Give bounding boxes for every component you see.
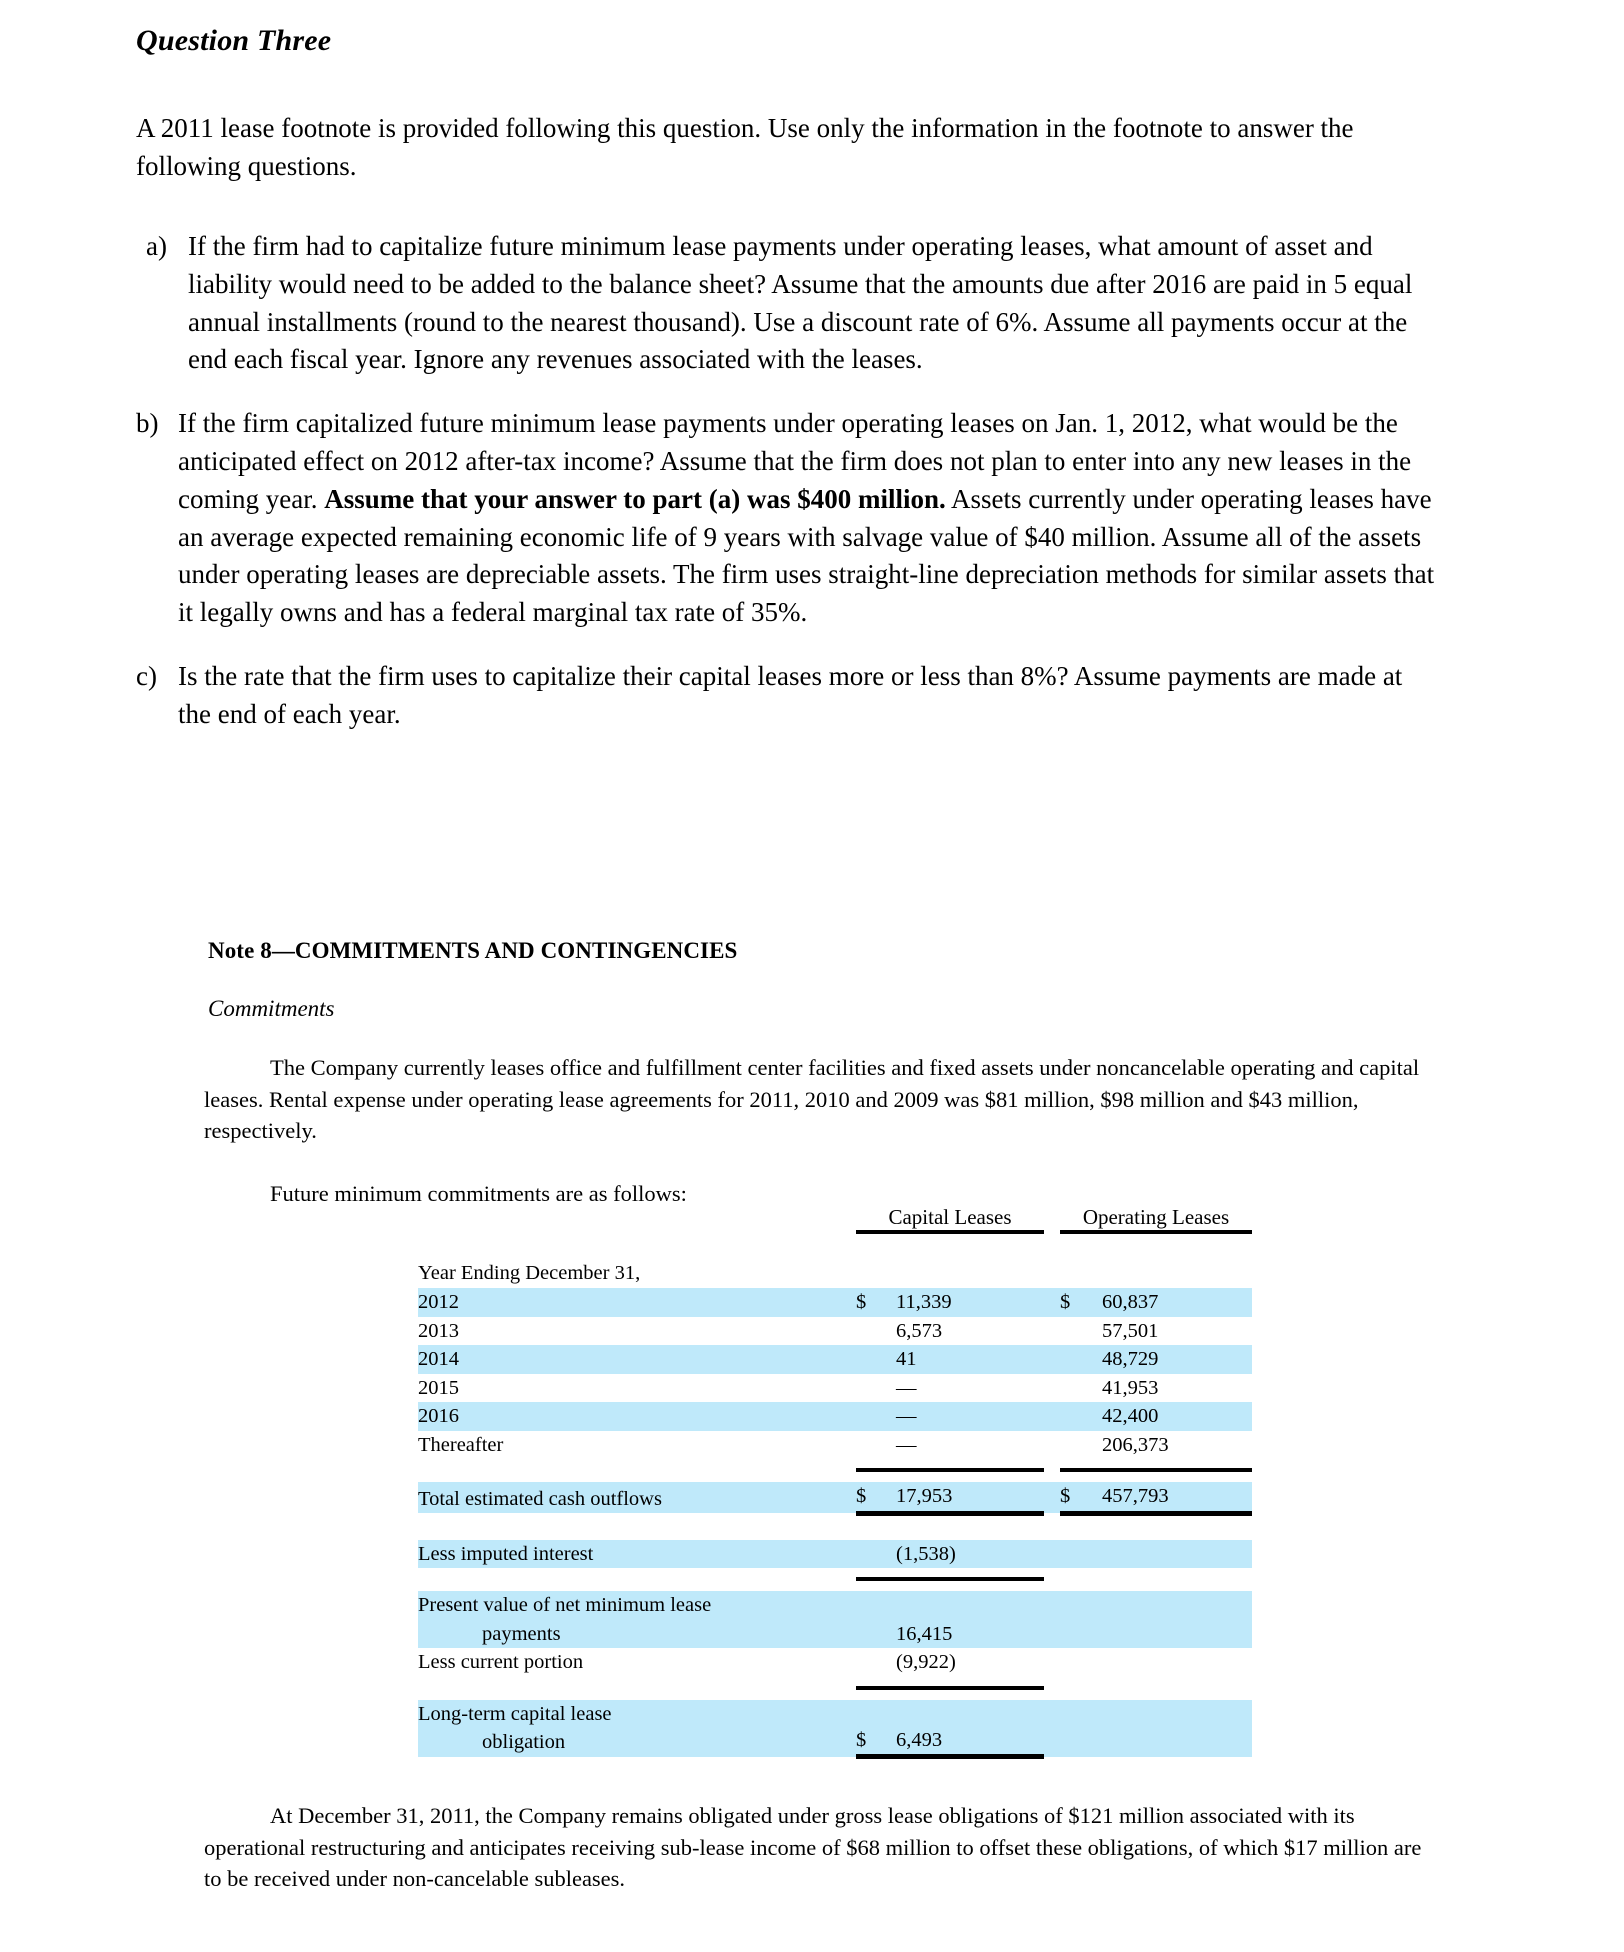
list-marker-b: b) bbox=[136, 408, 159, 439]
table-row-current-portion bbox=[418, 1648, 1252, 1677]
header-gap-2 bbox=[1044, 1205, 1060, 1232]
imputed-currency bbox=[856, 1540, 896, 1569]
longterm-label-line1: Long-term capital lease bbox=[418, 1702, 612, 1725]
rule-blank bbox=[418, 1470, 834, 1482]
current-currency bbox=[856, 1648, 896, 1677]
table-row-present-value bbox=[418, 1591, 1252, 1648]
pv-gap-1 bbox=[834, 1591, 856, 1648]
question-item-b-text bbox=[178, 405, 1436, 632]
rule-gap-2 bbox=[1044, 1688, 1060, 1700]
row-value-capital: — bbox=[896, 1433, 917, 1456]
row-currency-capital bbox=[856, 1374, 896, 1403]
row-value-operating: 60,837 bbox=[1102, 1288, 1252, 1317]
current-label: Less current portion bbox=[418, 1651, 584, 1673]
rule-capital-pv bbox=[856, 1579, 1044, 1591]
rule-operating-longterm-total-a bbox=[1060, 1757, 1102, 1770]
section-gap-2 bbox=[1044, 1258, 1060, 1288]
list-marker-c: c) bbox=[136, 660, 157, 691]
row-label: 2014 bbox=[418, 1345, 834, 1374]
row-gap-1 bbox=[834, 1431, 856, 1460]
row-label: 2012 bbox=[418, 1288, 834, 1317]
lease-commitments-table-wrapper bbox=[0, 1205, 1624, 1769]
total-value-capital: 17,953 bbox=[896, 1482, 1044, 1513]
row-value-operating: 42,400 bbox=[1102, 1402, 1252, 1431]
table-row bbox=[418, 1431, 1252, 1460]
lease-commitments-table bbox=[418, 1205, 1252, 1769]
total-gap-1 bbox=[834, 1482, 856, 1513]
row-gap-1 bbox=[834, 1374, 856, 1403]
longterm-currency: $ bbox=[856, 1700, 896, 1757]
question-item-c-text: Is the rate that the firm uses to capitalize their capital leases more or less than 8%? Assume payments are made at the end of each year. bbox=[178, 660, 1403, 729]
spacer-cell bbox=[1044, 1677, 1060, 1688]
rule-operating-subtotal bbox=[1060, 1470, 1252, 1482]
section-cur-2 bbox=[1060, 1258, 1102, 1288]
spacer-after-total bbox=[418, 1526, 1252, 1540]
row-gap-1 bbox=[834, 1288, 856, 1317]
spacer-cell bbox=[418, 1568, 834, 1579]
spacer-cell bbox=[834, 1459, 856, 1470]
question-item-c bbox=[136, 658, 1436, 734]
rule-operating-longterm-total-b bbox=[1102, 1757, 1252, 1770]
row-label: Thereafter bbox=[418, 1433, 504, 1456]
row-currency-capital bbox=[856, 1431, 896, 1460]
table-row bbox=[418, 1317, 1252, 1346]
closing-paragraph-text: At December 31, 2011, the Company remains obligated under gross lease obligations of $121 million associated with its operational restructuring and anticipates receiving sub-lease income of $68 million to offset these obligations, of which $17 million are to be received under non-cancelable subleases. bbox=[204, 1803, 1422, 1891]
row-currency-operating bbox=[1060, 1402, 1102, 1431]
longterm-gap-1 bbox=[834, 1700, 856, 1757]
note-subheading: Commitments bbox=[208, 996, 335, 1021]
longterm-label bbox=[418, 1700, 834, 1757]
question-list bbox=[136, 228, 1436, 760]
rule-gap-1 bbox=[834, 1470, 856, 1482]
table-header-row bbox=[418, 1205, 1252, 1232]
table-row bbox=[418, 1345, 1252, 1374]
spacer-cell bbox=[856, 1677, 896, 1688]
rule-operating-longterm-a bbox=[1060, 1688, 1102, 1700]
rule-gap-1 bbox=[834, 1579, 856, 1591]
longterm-value-operating bbox=[1102, 1700, 1252, 1757]
spacer-cell bbox=[896, 1568, 1044, 1579]
spacer-cell bbox=[1102, 1459, 1252, 1470]
rule-gap-1 bbox=[834, 1232, 856, 1244]
imputed-currency-2 bbox=[1060, 1540, 1102, 1569]
imputed-label: Less imputed interest bbox=[418, 1540, 834, 1569]
total-gap-2 bbox=[1044, 1482, 1060, 1513]
rule-blank bbox=[418, 1757, 834, 1770]
spacer-before-pv-rule bbox=[418, 1568, 1252, 1579]
row-label: 2016 bbox=[418, 1402, 834, 1431]
rule-operating-pv-a bbox=[1060, 1579, 1102, 1591]
row-label: 2013 bbox=[418, 1319, 459, 1342]
imputed-value-capital: (1,538) bbox=[896, 1540, 1044, 1569]
rule-blank bbox=[418, 1232, 834, 1244]
total-currency-operating: $ bbox=[1060, 1482, 1102, 1513]
row-gap-2 bbox=[1044, 1374, 1060, 1403]
row-currency-operating bbox=[1060, 1345, 1102, 1374]
spacer-before-longterm-rule bbox=[418, 1677, 1252, 1688]
spacer-before-subtotal-rule bbox=[418, 1459, 1252, 1470]
spacer-cell bbox=[1044, 1568, 1060, 1579]
spacer-cell bbox=[1102, 1568, 1252, 1579]
row-currency-capital bbox=[856, 1317, 896, 1346]
table-row bbox=[418, 1402, 1252, 1431]
total-currency-capital: $ bbox=[856, 1482, 896, 1513]
spacer-cell bbox=[896, 1526, 1044, 1540]
spacer-cell bbox=[1044, 1526, 1060, 1540]
spacer-cell bbox=[1044, 1244, 1060, 1258]
spacer-cell bbox=[418, 1677, 834, 1688]
rule-capital-subtotal bbox=[856, 1470, 1044, 1482]
row-value-capital: — bbox=[896, 1402, 1044, 1431]
question-intro: A 2011 lease footnote is provided following this question. Use only the information in the footnote to answer the following questions. bbox=[136, 113, 1354, 181]
current-value-capital: (9,922) bbox=[896, 1651, 956, 1673]
note-heading: Note 8—COMMITMENTS AND CONTINGENCIES bbox=[208, 938, 738, 963]
question-item-b-text-bold: Assume that your answer to part (a) was $400 million. bbox=[324, 483, 946, 514]
spacer-cell bbox=[1102, 1677, 1252, 1688]
current-currency-2 bbox=[1060, 1648, 1102, 1677]
section-gap-1 bbox=[834, 1258, 856, 1288]
row-value-operating: 57,501 bbox=[1102, 1319, 1159, 1342]
row-gap-2 bbox=[1044, 1288, 1060, 1317]
spacer-cell bbox=[896, 1677, 1044, 1688]
table-row bbox=[418, 1374, 1252, 1403]
row-currency-operating bbox=[1060, 1317, 1102, 1346]
row-value-operating: 206,373 bbox=[1102, 1433, 1169, 1456]
row-currency-operating bbox=[1060, 1431, 1102, 1460]
spacer-cell bbox=[856, 1568, 896, 1579]
row-label: 2015 bbox=[418, 1376, 459, 1399]
row-currency-capital bbox=[856, 1402, 896, 1431]
row-gap-2 bbox=[1044, 1317, 1060, 1346]
spacer-cell bbox=[1060, 1459, 1102, 1470]
footnote-section bbox=[0, 938, 1624, 1207]
total-label: Total estimated cash outflows bbox=[418, 1482, 834, 1513]
longterm-label-line2: obligation bbox=[482, 1731, 566, 1753]
section-label: Year Ending December 31, bbox=[418, 1262, 641, 1284]
row-value-capital: 6,573 bbox=[896, 1319, 943, 1342]
note-lead-in bbox=[204, 1181, 1624, 1207]
note-lead-in-text: Future minimum commitments are as follows: bbox=[270, 1180, 687, 1206]
rule-operating-longterm-b bbox=[1102, 1688, 1252, 1700]
rule-gap-2 bbox=[1044, 1579, 1060, 1591]
spacer-cell bbox=[1044, 1459, 1060, 1470]
pv-label-line1: Present value of net minimum lease bbox=[418, 1594, 712, 1616]
spacer-cell bbox=[834, 1677, 856, 1688]
spacer-cell bbox=[418, 1244, 834, 1258]
row-value-capital: 11,339 bbox=[896, 1288, 1044, 1317]
rule-gap-1 bbox=[834, 1688, 856, 1700]
spacer-cell bbox=[834, 1568, 856, 1579]
row-currency-capital bbox=[856, 1345, 896, 1374]
spacer-cell bbox=[896, 1459, 1044, 1470]
spacer-cell bbox=[1102, 1526, 1252, 1540]
spacer-cell bbox=[1060, 1568, 1102, 1579]
rule-capital-longterm-total bbox=[856, 1757, 1044, 1770]
row-currency-operating: $ bbox=[1060, 1288, 1102, 1317]
rule-gap-1 bbox=[834, 1757, 856, 1770]
spacer-cell bbox=[896, 1244, 1044, 1258]
note-paragraph-text: The Company currently leases office and fulfillment center facilities and fixed assets under noncancelable operating and capital leases. Rental expense under operating lease agreements for 2011, 2010 and 2009 was $81 million, $98 million and $43 million, respectively. bbox=[204, 1055, 1420, 1143]
row-currency-operating bbox=[1060, 1374, 1102, 1403]
table-row-longterm-obligation bbox=[418, 1700, 1252, 1757]
spacer-cell bbox=[1102, 1244, 1252, 1258]
row-gap-2 bbox=[1044, 1345, 1060, 1374]
longterm-gap-2 bbox=[1044, 1700, 1060, 1757]
header-capital-leases: Capital Leases bbox=[888, 1205, 1012, 1229]
pv-label-line2: payments bbox=[482, 1622, 561, 1645]
spacer-cell bbox=[418, 1459, 834, 1470]
pv-value-operating bbox=[1102, 1591, 1252, 1648]
question-item-a bbox=[136, 228, 1436, 379]
imputed-value-operating bbox=[1102, 1540, 1252, 1569]
section-num-1 bbox=[896, 1258, 1044, 1288]
pv-gap-2 bbox=[1044, 1591, 1060, 1648]
longterm-double-rule-row bbox=[418, 1757, 1252, 1770]
spacer-cell bbox=[856, 1526, 896, 1540]
spacer-cell bbox=[856, 1459, 896, 1470]
current-gap-2 bbox=[1044, 1648, 1060, 1677]
rule-blank bbox=[418, 1579, 834, 1591]
row-value-capital: — bbox=[896, 1376, 917, 1399]
rule-operating bbox=[1060, 1232, 1252, 1244]
row-value-operating: 41,953 bbox=[1102, 1376, 1159, 1399]
spacer-cell bbox=[1060, 1677, 1102, 1688]
imputed-gap-2 bbox=[1044, 1540, 1060, 1569]
rule-operating-pv-b bbox=[1102, 1579, 1252, 1591]
spacer-cell bbox=[418, 1526, 834, 1540]
pv-currency-2 bbox=[1060, 1591, 1102, 1648]
rule-capital bbox=[856, 1232, 1044, 1244]
current-gap-1 bbox=[834, 1648, 856, 1677]
rule-blank bbox=[418, 1688, 834, 1700]
row-gap-1 bbox=[834, 1402, 856, 1431]
imputed-gap-1 bbox=[834, 1540, 856, 1569]
spacer-cell bbox=[834, 1526, 856, 1540]
list-marker-a: a) bbox=[146, 231, 167, 261]
total-double-rule-row bbox=[418, 1513, 1252, 1526]
table-section-header-row bbox=[418, 1258, 1252, 1288]
rule-blank bbox=[418, 1513, 834, 1526]
rule-capital-longterm bbox=[856, 1688, 1044, 1700]
page-title: Question Three bbox=[136, 24, 332, 57]
section-cur-1 bbox=[856, 1258, 896, 1288]
row-gap-1 bbox=[834, 1345, 856, 1374]
closing-paragraph bbox=[204, 1800, 1436, 1895]
row-value-operating: 48,729 bbox=[1102, 1345, 1252, 1374]
pv-label bbox=[418, 1591, 834, 1648]
rule-gap-2 bbox=[1044, 1757, 1060, 1770]
longterm-rule-row bbox=[418, 1688, 1252, 1700]
note-paragraph bbox=[204, 1052, 1429, 1147]
pv-value-capital: 16,415 bbox=[896, 1591, 1044, 1648]
rule-gap-1 bbox=[834, 1513, 856, 1526]
current-value-operating bbox=[1102, 1648, 1252, 1677]
rule-capital-total bbox=[856, 1513, 1044, 1526]
row-value-capital: 41 bbox=[896, 1345, 1044, 1374]
row-gap-2 bbox=[1044, 1402, 1060, 1431]
header-gap-1 bbox=[834, 1205, 856, 1232]
pv-currency bbox=[856, 1591, 896, 1648]
row-gap-2 bbox=[1044, 1431, 1060, 1460]
total-value-operating: 457,793 bbox=[1102, 1482, 1252, 1513]
spacer-cell bbox=[856, 1244, 896, 1258]
rule-gap-2 bbox=[1044, 1513, 1060, 1526]
question-item-b bbox=[136, 405, 1436, 632]
spacer-cell bbox=[834, 1244, 856, 1258]
table-header-rule-row bbox=[418, 1232, 1252, 1244]
table-row-imputed-interest bbox=[418, 1540, 1252, 1569]
question-item-b-text-after: Assets currently under operating leases have an average expected remaining economic life of 9 years with salvage value of $40 million. Assume all of the assets under operating leases are depreciable assets. The firm uses straight-line depreciation methods for similar assets that it legally owns and has a federal marginal tax rate of 35%. bbox=[178, 483, 1435, 628]
header-blank bbox=[418, 1205, 834, 1232]
spacer-cell bbox=[1060, 1244, 1102, 1258]
rule-operating-total bbox=[1060, 1513, 1252, 1526]
spacer-cell bbox=[1060, 1526, 1102, 1540]
table-row-total bbox=[418, 1482, 1252, 1513]
table-row bbox=[418, 1288, 1252, 1317]
longterm-value-capital: 6,493 bbox=[896, 1700, 1044, 1757]
rule-gap-2 bbox=[1044, 1232, 1060, 1244]
pv-rule-row bbox=[418, 1579, 1252, 1591]
row-gap-1 bbox=[834, 1317, 856, 1346]
rule-gap-2 bbox=[1044, 1470, 1060, 1482]
subtotal-rule-row bbox=[418, 1470, 1252, 1482]
row-currency-capital: $ bbox=[856, 1288, 896, 1317]
question-item-a-text: If the firm had to capitalize future minimum lease payments under operating leases, what amount of asset and liability would need to be added to the balance sheet? Assume that the amounts due after 2016 are paid in 5 equal annual installments (round to the nearest thousand). Use a discount rate of 6%. Assume all payments occur at the end each fiscal year. Ignore any revenues associated with the leases. bbox=[188, 231, 1413, 375]
section-num-2 bbox=[1102, 1258, 1252, 1288]
header-operating-leases: Operating Leases bbox=[1082, 1205, 1230, 1229]
longterm-currency-2 bbox=[1060, 1700, 1102, 1757]
question-item-b-text-before: If the firm capitalized future minimum lease payments under operating leases on Jan. 1, 2012, what would be the anticipated effect on 2012 after-tax income? Assume that the firm does not plan to enter into any new leases in the coming year. bbox=[178, 408, 1412, 514]
spacer-after-header bbox=[418, 1244, 1252, 1258]
